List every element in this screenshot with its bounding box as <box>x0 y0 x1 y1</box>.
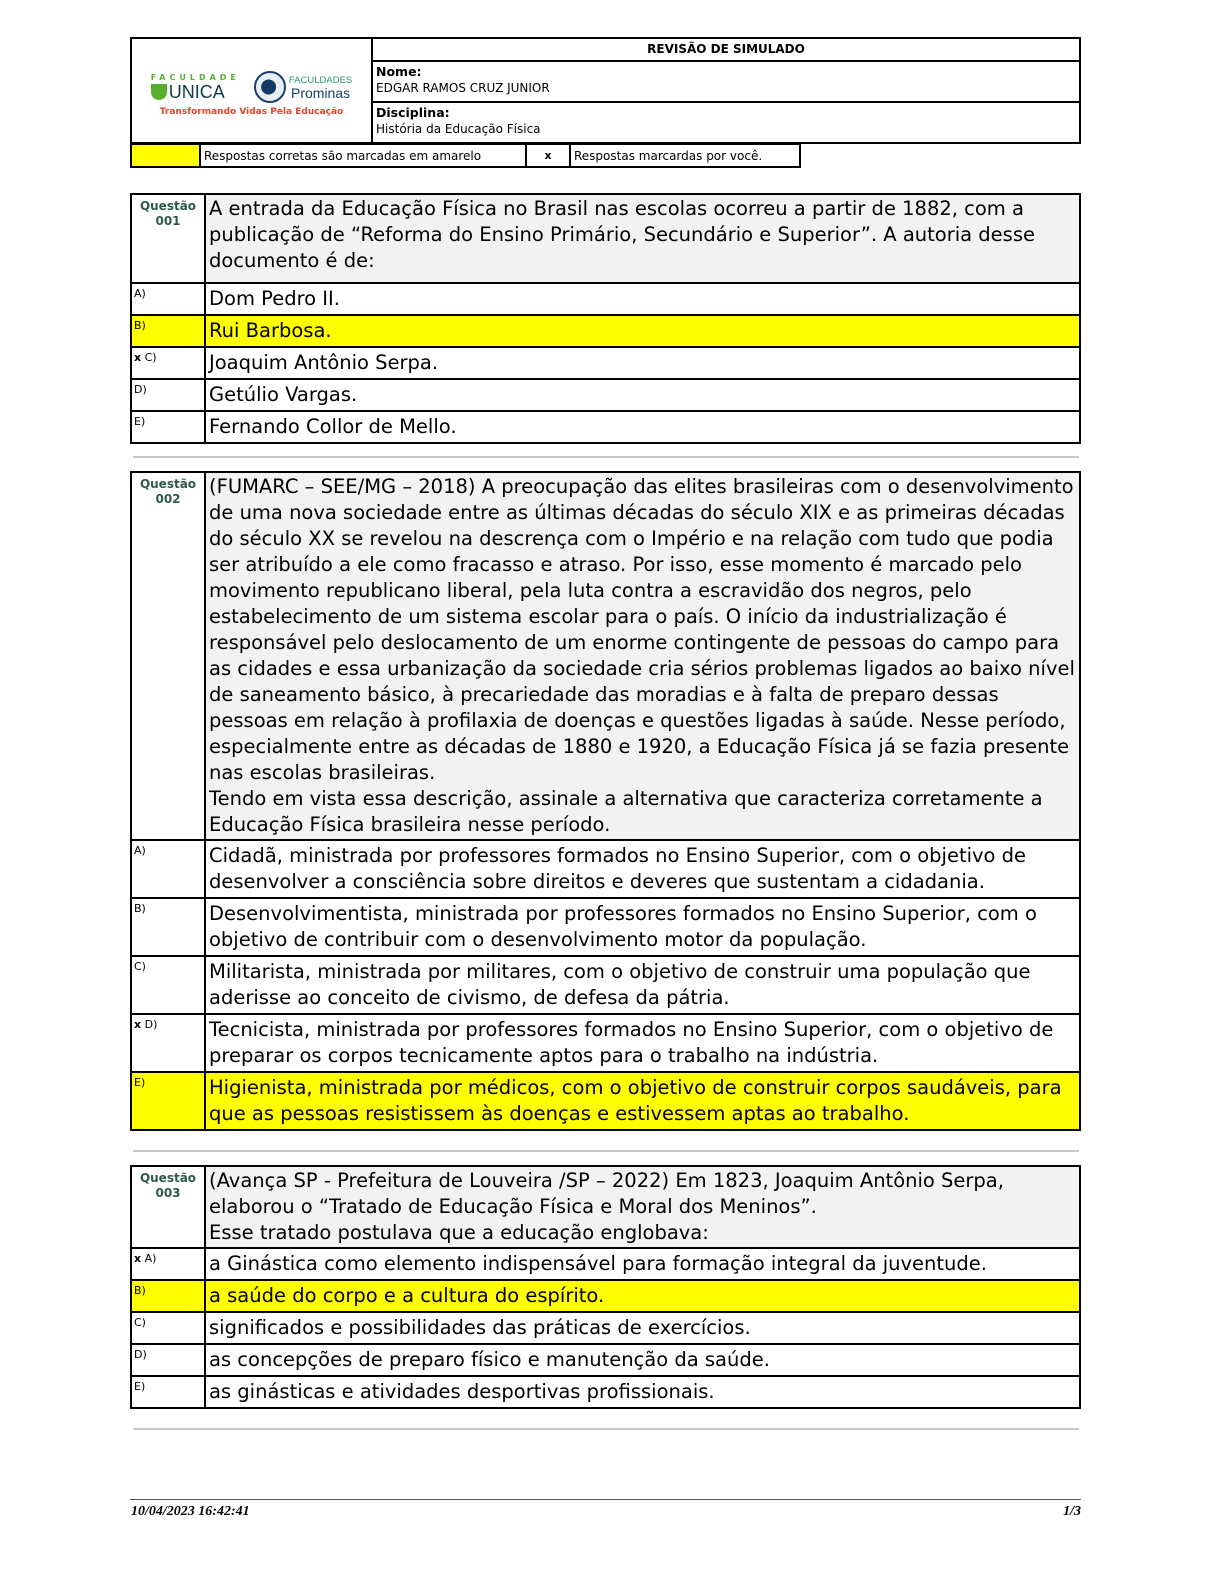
option-letter: x A) <box>131 1248 205 1280</box>
footer-timestamp: 10/04/2023 16:42:41 <box>131 1504 250 1519</box>
discipline-value: História da Educação Física <box>376 122 541 137</box>
option-letter: A) <box>131 840 205 898</box>
question-divider <box>133 1428 1079 1430</box>
option-letter: E) <box>131 1376 205 1408</box>
name-label: Nome: <box>376 64 422 80</box>
name-value: EDGAR RAMOS CRUZ JUNIOR <box>376 81 550 96</box>
option-text[interactable]: Joaquim Antônio Serpa. <box>205 347 1080 379</box>
marked-legend-label: Respostas marcardas por você. <box>570 144 800 167</box>
leaf-icon <box>151 84 167 100</box>
option-row[interactable] <box>131 840 1080 898</box>
option-letter: B) <box>131 315 205 347</box>
legend <box>130 143 801 168</box>
logo-cell <box>131 38 372 143</box>
question-number: Questão 001 <box>131 194 205 283</box>
option-text[interactable]: Desenvolvimentista, ministrada por professores formados no Ensino Superior, com o objetivo de contribuir com o desenvolvimento motor da população. <box>205 898 1080 956</box>
option-letter: A) <box>131 283 205 315</box>
footer-rule <box>130 1499 1081 1500</box>
option-row[interactable] <box>131 411 1080 443</box>
footer-page-number: 1/3 <box>1063 1504 1081 1519</box>
question-stem: (Avança SP - Prefeitura de Louveira /SP – 2022) Em 1823, Joaquim Antônio Serpa, elaborou o “Tratado de Educação Física e Moral dos Meninos”. Esse tratado postulava que a educação englobava: <box>205 1166 1080 1248</box>
option-text[interactable]: as ginásticas e atividades desportivas profissionais. <box>205 1376 1080 1408</box>
marked-x: x <box>134 1252 142 1265</box>
option-text[interactable]: significados e possibilidades das práticas de exercícios. <box>205 1312 1080 1344</box>
question-number: Questão 003 <box>131 1166 205 1248</box>
header-table <box>130 37 1081 144</box>
option-row-marked[interactable] <box>131 1014 1080 1072</box>
marked-x: x <box>134 351 142 364</box>
correct-legend-label: Respostas corretas são marcadas em amarelo <box>200 144 526 167</box>
option-text[interactable]: Militarista, ministrada por militares, com o objetivo de construir uma população que aderisse ao conceito de civismo, de defesa da pátria. <box>205 956 1080 1014</box>
option-row[interactable] <box>131 283 1080 315</box>
discipline-field <box>372 102 1080 143</box>
option-text[interactable]: Rui Barbosa. <box>205 315 1080 347</box>
option-letter: x C) <box>131 347 205 379</box>
option-row[interactable] <box>131 1376 1080 1408</box>
option-row-marked[interactable] <box>131 1248 1080 1280</box>
option-text[interactable]: Tecnicista, ministrada por professores formados no Ensino Superior, com o objetivo de preparar os corpos tecnicamente aptos para o trabalho na indústria. <box>205 1014 1080 1072</box>
marked-x: x <box>134 1018 142 1031</box>
option-row-correct[interactable] <box>131 1072 1080 1130</box>
question-divider <box>133 1150 1079 1152</box>
option-text[interactable]: a saúde do corpo e a cultura do espírito. <box>205 1280 1080 1312</box>
option-text[interactable]: a Ginástica como elemento indispensável para formação integral da juventude. <box>205 1248 1080 1280</box>
question-divider <box>133 456 1079 458</box>
option-row-correct[interactable] <box>131 1280 1080 1312</box>
option-row[interactable] <box>131 956 1080 1014</box>
option-row[interactable] <box>131 1344 1080 1376</box>
option-row[interactable] <box>131 898 1080 956</box>
option-row-marked[interactable] <box>131 347 1080 379</box>
option-text[interactable]: Dom Pedro II. <box>205 283 1080 315</box>
question-card <box>130 193 1081 444</box>
option-row[interactable] <box>131 1312 1080 1344</box>
option-letter: D) <box>131 1344 205 1376</box>
globe-icon <box>254 71 286 103</box>
question-stem: (FUMARC – SEE/MG – 2018) A preocupação das elites brasileiras com o desenvolvimento de uma nova sociedade entre as últimas décadas do século XIX e as primeiras décadas do século XX se revelou na descrença com o Império e na relação com tudo que podia ser atribuído a ele como fracasso e atraso. Por isso, esse momento é marcado pelo movimento republicano liberal, pela luta contra a escravidão dos negros, pelo estabelecimento de um sistema escolar para o país. O início da industrialização é responsável pelo deslocamento de um enorme contingente de pessoas do campo para as cidades e essa urbanização da sociedade cria sérios problemas ligados ao baixo nível de saneamento básico, à precariedade das moradias e à falta de preparo dessas pessoas em relação à profilaxia de doenças e questões ligadas à saúde. Nesse período, especialmente entre as décadas de 1880 e 1920, a Educação Física já se fazia presente nas escolas brasileiras. Tendo em vista essa descrição, assinale a alternativa que caracteriza corretamente a Educação Física brasileira nesse período. <box>205 472 1080 840</box>
option-letter: x D) <box>131 1014 205 1072</box>
option-text[interactable]: as concepções de preparo físico e manutenção da saúde. <box>205 1344 1080 1376</box>
option-text[interactable]: Fernando Collor de Mello. <box>205 411 1080 443</box>
prominas-logo: FACULDADES Prominas <box>254 71 352 103</box>
option-text[interactable]: Getúlio Vargas. <box>205 379 1080 411</box>
question-card <box>130 471 1081 1131</box>
option-text[interactable]: Cidadã, ministrada por professores formados no Ensino Superior, com o objetivo de desenvolver a consciência sobre direitos e deveres que sustentam a cidadania. <box>205 840 1080 898</box>
option-letter: B) <box>131 898 205 956</box>
name-field <box>372 61 1080 102</box>
question-stem: A entrada da Educação Física no Brasil nas escolas ocorreu a partir de 1882, com a publicação de “Reforma do Ensino Primário, Secundário e Superior”. A autoria desse documento é de: <box>205 194 1080 283</box>
option-letter: E) <box>131 411 205 443</box>
option-letter: C) <box>131 1312 205 1344</box>
unica-logo: FACULDADE UNICA <box>150 72 240 102</box>
option-letter: C) <box>131 956 205 1014</box>
option-letter: E) <box>131 1072 205 1130</box>
option-row-correct[interactable] <box>131 315 1080 347</box>
correct-color-swatch <box>131 144 200 167</box>
question-number: Questão 002 <box>131 472 205 840</box>
option-text[interactable]: Higienista, ministrada por médicos, com o objetivo de construir corpos saudáveis, para que as pessoas resistissem às doenças e estivessem aptas ao trabalho. <box>205 1072 1080 1130</box>
option-row[interactable] <box>131 379 1080 411</box>
document-title: REVISÃO DE SIMULADO <box>372 38 1080 61</box>
discipline-label: Disciplina: <box>376 105 450 121</box>
logo-tagline: Transformando Vidas Pela Educação <box>159 106 344 117</box>
option-letter: B) <box>131 1280 205 1312</box>
question-card <box>130 1165 1081 1409</box>
institution-logo <box>151 71 353 117</box>
option-letter: D) <box>131 379 205 411</box>
marked-symbol: x <box>526 144 570 167</box>
